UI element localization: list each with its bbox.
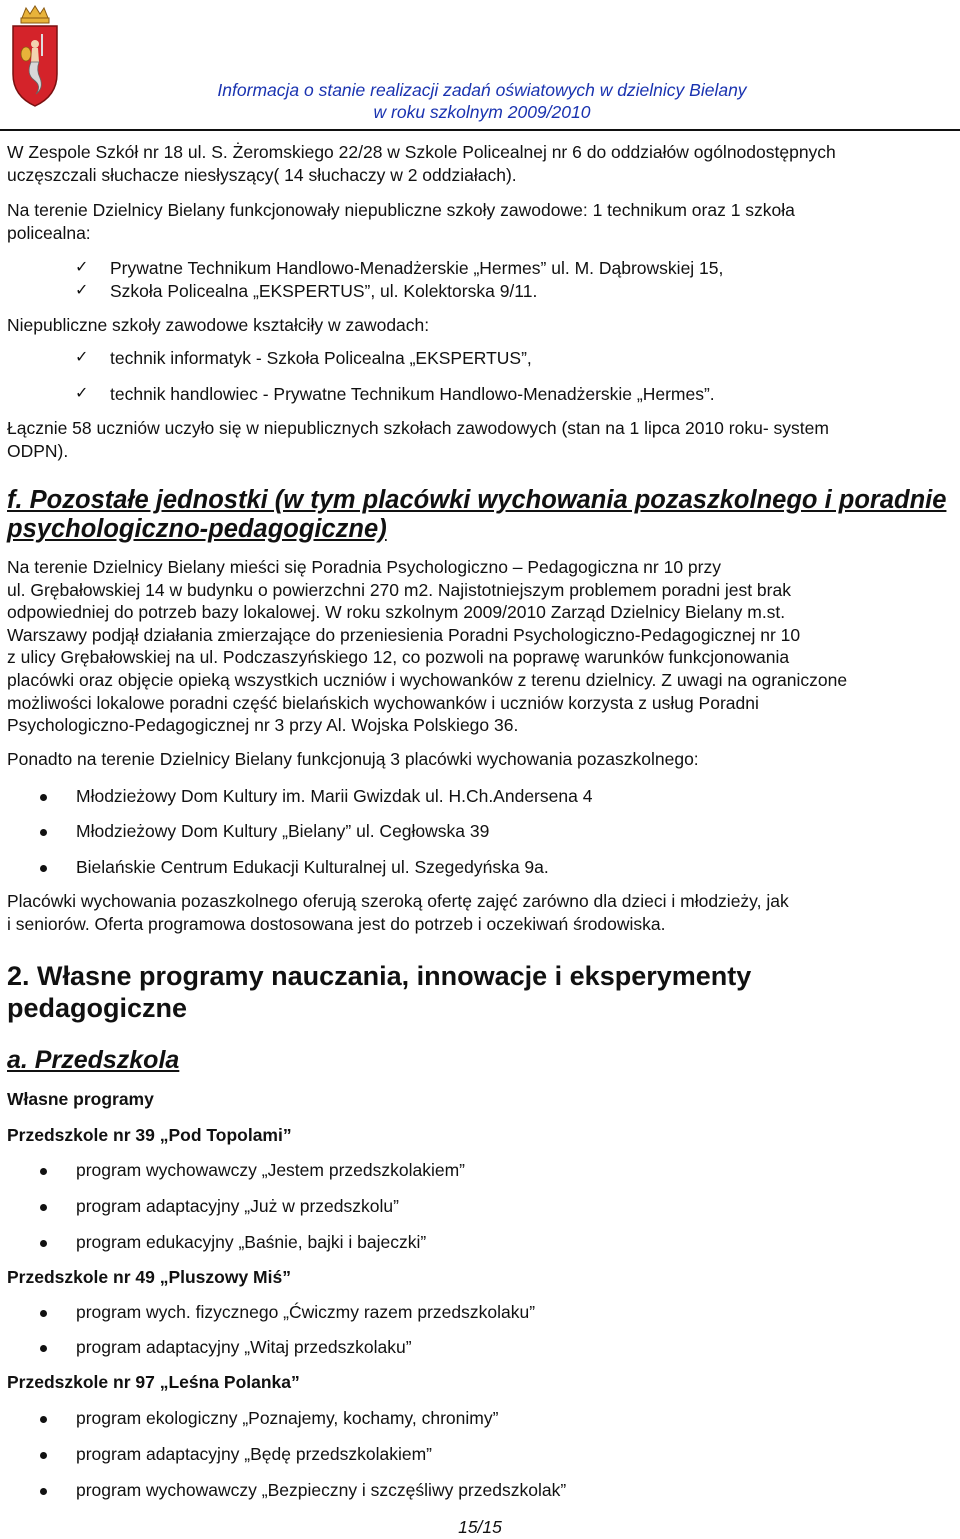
checkmark-icon: ✓ — [75, 385, 89, 402]
bullet-icon — [40, 1310, 47, 1317]
text-line: Na terenie Dzielnicy Bielany funkcjonowały niepubliczne szkoły zawodowe: 1 technikum oraz 1 szkoła — [7, 200, 795, 220]
header-divider — [0, 129, 960, 131]
paragraph-placowki-oferta — [7, 890, 953, 935]
checkmark-icon: ✓ — [75, 282, 89, 299]
checkmark-icon: ✓ — [75, 259, 89, 276]
bullet-icon — [40, 865, 47, 872]
text-line: uczęszczali słuchacze niesłyszący( 14 słuchaczy w 2 oddziałach). — [7, 164, 517, 185]
text-line: Łącznie 58 uczniów uczyło się w niepublicznych szkołach zawodowych (stan na 1 lipca 2010 roku- system — [7, 418, 829, 438]
text-line: i seniorów. Oferta programowa dostosowana jest do potrzeb i oczekiwań środowiska. — [7, 913, 666, 934]
text-line: ul. Grębałowskiej 14 w budynku o powierzchni 270 m2. Najistotniejszym problemem poradni jest brak — [7, 579, 791, 600]
section-2-heading: 2. Własne programy nauczania, innowacje i eksperymenty pedagogiczne — [7, 961, 752, 1023]
text-line: możliwości lokalowe poradni część bielańskich wychowanków i uczniów korzysta z usług Poradni — [7, 692, 759, 713]
paragraph-zawody — [7, 314, 953, 337]
text-line: Placówki wychowania pozaszkolnego oferują szeroką ofertę zajęć zarówno dla dzieci i młodzieży, jak — [7, 891, 789, 911]
kindergarten-name: Przedszkole nr 39 „Pod Topolami” — [7, 1125, 292, 1145]
bullet-icon — [40, 829, 47, 836]
subsection-a-heading: a. Przedszkola — [7, 1046, 180, 1074]
own-programs-heading: Własne programy — [7, 1089, 154, 1109]
checkmark-icon: ✓ — [75, 349, 89, 366]
text-line: Warszawy podjął działania zmierzające do przeniesienia Poradni Psychologiczno-Pedagogicznej nr 10 — [7, 624, 801, 645]
text-line: Psychologiczno-Pedagogicznej nr 3 przy Al. Wojska Polskiego 36. — [7, 715, 519, 736]
warsaw-coat-of-arms-icon — [10, 4, 60, 108]
bullet-icon — [40, 1452, 47, 1459]
document-header-title — [187, 79, 947, 123]
bullet-icon — [40, 1240, 47, 1247]
text-line: Na terenie Dzielnicy Bielany mieści się Poradnia Psychologiczno – Pedagogiczna nr 10 przy — [7, 557, 721, 577]
bullet-icon — [40, 1416, 47, 1423]
kindergarten-name: Przedszkole nr 97 „Leśna Polanka” — [7, 1372, 300, 1392]
bullet-icon — [40, 794, 47, 801]
kindergarten-name: Przedszkole nr 49 „Pluszowy Miś” — [7, 1267, 291, 1287]
paragraph-niepubliczne-szkoly — [7, 199, 953, 244]
text-line: ODPN). — [7, 440, 69, 461]
bullet-icon — [40, 1204, 47, 1211]
header-title-line2: w roku szkolnym 2009/2010 — [373, 102, 591, 122]
text-line: policealna: — [7, 222, 91, 243]
section-f-heading: f. Pozostałe jednostki (w tym placówki wychowania pozaszkolnego i poradnie psychologiczno-pedagogiczne) — [7, 486, 947, 543]
text-line: odpowiedniej do potrzeb bazy lokalowej. W roku szkolnym 2009/2010 Zarząd Dzielnicy Bielany m.st. — [7, 602, 786, 623]
text-line: placówki oraz objęcie opieką wszystkich uczniów i wychowanków z terenu dzielnicy. Z uwagi na ograniczone — [7, 669, 848, 690]
paragraph-lacznie — [7, 417, 953, 462]
page-number: 15/15 — [458, 1517, 502, 1537]
paragraph-zespol-szkol — [7, 141, 953, 186]
text-line: z ulicy Grębałowskiej na ul. Podczaszyńskiego 12, co pozwoli na poprawę warunków funkcjonowania — [7, 647, 790, 668]
text-line: Niepubliczne szkoły zawodowe kształciły w zawodach: — [7, 315, 430, 335]
bullet-icon — [40, 1488, 47, 1495]
paragraph-placowki-intro: Ponadto na terenie Dzielnicy Bielany funkcjonują 3 placówki wychowania pozaszkolnego: — [7, 749, 699, 769]
bullet-icon — [40, 1345, 47, 1352]
bullet-icon — [40, 1168, 47, 1175]
header-title-line1: Informacja o stanie realizacji zadań oświatowych w dzielnicy Bielany — [217, 80, 747, 100]
text-line: W Zespole Szkół nr 18 ul. S. Żeromskiego 22/28 w Szkole Policealnej nr 6 do oddziałów ogólnodostępnych — [7, 142, 836, 162]
paragraph-poradnia — [7, 556, 953, 737]
